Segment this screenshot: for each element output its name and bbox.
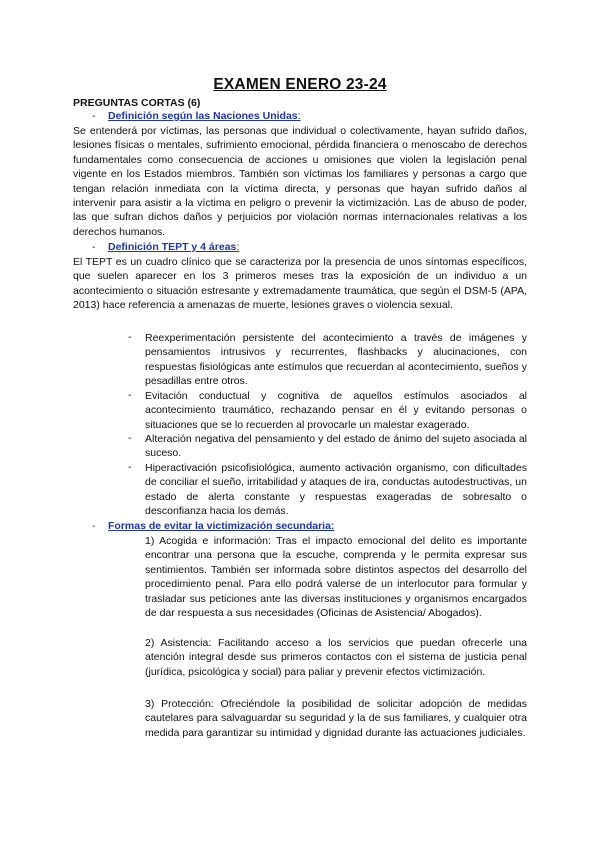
bullet-marker: - (128, 389, 132, 401)
heading-tept-definition (108, 241, 239, 253)
victimization-item-1: 1) Acogida e información: Tras el impacto emocional del delito es importante encontrar una persona que la escuche, comprenda y le permita expresar sus sentimientos. También ser informada sobre distintos aspectos del desarrollo del procedimiento penal. Para ello podrá valerse de un interlocutor para formular y trasladar sus peticiones ante las diversas instituciones y organismos encargados de dar respuesta a sus necesidades (Oficinas de Asistencia/ Abogados). (145, 535, 527, 620)
section-subtitle: PREGUNTAS CORTAS (6) (73, 97, 201, 109)
paragraph-un-definition: Se entenderá por víctimas, las personas que individual o colectivamente, hayan sufrido daños, lesiones físicas o mentales, sufrimiento emocional, pérdida financiera o menoscabo de derechos fundamentales como consecuencia de acciones u omisiones que violen la legislación penal vigente en los Estados miembros. También son víctimas los familiares y personas a cargo que tengan relación inmediata con la víctima directa, y personas que hayan sufrido daños al intervenir para asistir a la víctima en peligro o prevenir la victimización. Las de abuso de poder, las que sufran dichos daños y perjuicios por violación normas internacionales relativas a los derechos humanos. (73, 125, 527, 238)
bullet-marker: - (128, 432, 132, 444)
list-dash: - (92, 520, 96, 532)
victimization-item-2: 2) Asistencia: Facilitando acceso a los servicios que puedan ofrecerle una atención integral desde sus primeros contactos con el sistema de justicia penal (jurídica, psicológica y social) para paliar y prevenir efectos victimización. (145, 637, 527, 678)
page-title: EXAMEN ENERO 23-24 (213, 76, 387, 93)
tept-area-3: Alteración negativa del pensamiento y del estado de ánimo del sujeto asociada al suceso. (145, 433, 527, 460)
tept-area-4: Hiperactivación psicofisiológica, aumento activación organismo, con dificultades de conciliar el sueño, irritabilidad y ataques de ira, conductas autodestructivas, un estado de alerta constante y respuestas exageradas de sobresalto o desconfianza hacia los demás. (145, 462, 527, 518)
bullet-marker: - (128, 461, 132, 473)
tept-area-2: Evitación conductual y cognitiva de aquellos estímulos asociados al acontecimiento traumático, rechazando pensar en él y evitando personas o situaciones que se lo recuerden al provocarle un malestar exagerado. (145, 390, 527, 431)
heading-text: Definición TEPT y 4 áreas (108, 241, 237, 253)
heading-un-definition (108, 110, 301, 122)
heading-colon: : (297, 110, 301, 122)
list-dash: - (92, 241, 96, 253)
list-dash: - (92, 110, 96, 122)
heading-text: Definición según las Naciones Unidas (108, 110, 298, 122)
tept-area-1: Reexperimentación persistente del acontecimiento a través de imágenes y pensamientos intrusivos y recurrentes, flashbacks y alucinaciones, con respuestas fisiológicas ante estímulos que recuerdan al acontecimiento, sueños y pesadillas entre otros. (145, 332, 527, 388)
bullet-marker: - (128, 331, 132, 343)
paragraph-tept-definition: El TEPT es un cuadro clínico que se caracteriza por la presencia de unos síntomas específicos, que suelen aparecer en los 3 primeros meses tras la exposición de un individuo a un acontecimiento o situación estresante y extremadamente traumática, que según el DSM-5 (APA, 2013) hace referencia a amenazas de muerte, lesiones graves o violencia sexual. (73, 256, 527, 312)
heading-secondary-victimization: Formas de evitar la victimización secundaria: (108, 520, 335, 532)
heading-colon: : (236, 241, 240, 253)
victimization-item-3: 3) Protección: Ofreciéndole la posibilidad de solicitar adopción de medidas cautelares para salvaguardar su seguridad y la de sus familiares, y cualquier otra medida para garantizar su intimidad y dignidad durante las actuaciones judiciales. (145, 698, 527, 739)
